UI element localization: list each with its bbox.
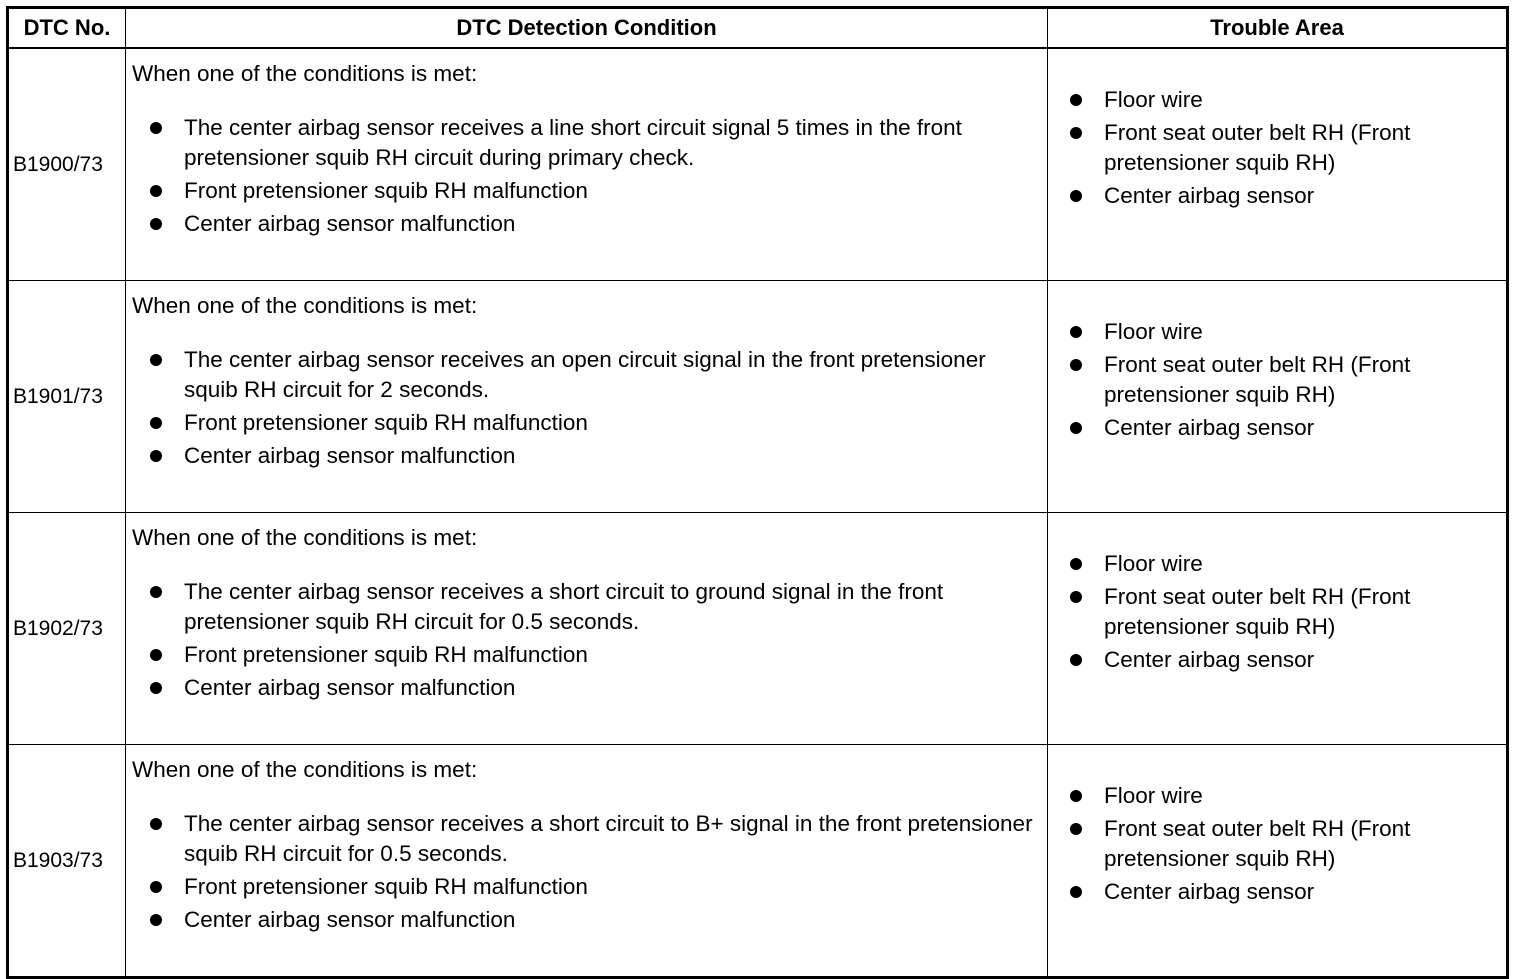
condition-item (132, 640, 1039, 670)
table-row (8, 48, 1508, 281)
trouble-area-text: Center airbag sensor (1104, 183, 1315, 208)
dtc-table-body (8, 48, 1508, 978)
trouble-area-text: Center airbag sensor (1104, 879, 1315, 904)
dtc-table (6, 6, 1509, 979)
trouble-area-text: Front seat outer belt RH (Front pretensioner squib RH) (1104, 816, 1411, 871)
table-row (8, 745, 1508, 978)
condition-list (132, 113, 1039, 239)
table-row (8, 281, 1508, 513)
trouble-area-item (1068, 350, 1498, 410)
condition-intro: When one of the conditions is met: (132, 757, 478, 782)
trouble-area-item (1068, 317, 1498, 347)
trouble-area-text: Center airbag sensor (1104, 647, 1315, 672)
bullet-icon (150, 914, 162, 926)
trouble-area-item (1068, 781, 1498, 811)
trouble-area-item (1068, 645, 1498, 675)
header-row (8, 8, 1508, 49)
trouble-area-text: Floor wire (1104, 319, 1203, 344)
condition-item (132, 872, 1039, 902)
bullet-icon (150, 417, 162, 429)
bullet-icon (1070, 190, 1082, 202)
trouble-area-cell (1048, 48, 1508, 281)
bullet-icon (1070, 127, 1082, 139)
condition-text: The center airbag sensor receives a short circuit to ground signal in the front pretensioner squib RH circuit for 0.5 seconds. (184, 579, 944, 634)
condition-text: Front pretensioner squib RH malfunction (184, 178, 588, 203)
bullet-icon (150, 818, 162, 830)
condition-text: Front pretensioner squib RH malfunction (184, 874, 588, 899)
header-dtc-no: DTC No. (8, 8, 126, 49)
condition-text: Center airbag sensor malfunction (184, 443, 516, 468)
bullet-icon (150, 881, 162, 893)
trouble-area-list (1068, 549, 1498, 675)
detection-condition-cell (126, 513, 1048, 745)
trouble-area-text: Front seat outer belt RH (Front pretensioner squib RH) (1104, 584, 1411, 639)
bullet-icon (1070, 94, 1082, 106)
bullet-icon (1070, 591, 1082, 603)
trouble-area-text: Floor wire (1104, 551, 1203, 576)
trouble-area-cell (1048, 513, 1508, 745)
bullet-icon (150, 586, 162, 598)
trouble-area-item (1068, 413, 1498, 443)
condition-text: Front pretensioner squib RH malfunction (184, 642, 588, 667)
dtc-code: B1903/73 (8, 745, 126, 978)
trouble-area-item (1068, 85, 1498, 115)
detection-condition-cell (126, 281, 1048, 513)
condition-text: Front pretensioner squib RH malfunction (184, 410, 588, 435)
bullet-icon (150, 122, 162, 134)
trouble-area-text: Front seat outer belt RH (Front pretensioner squib RH) (1104, 120, 1411, 175)
bullet-icon (1070, 790, 1082, 802)
condition-item (132, 345, 1039, 405)
trouble-area-cell (1048, 745, 1508, 978)
condition-item (132, 441, 1039, 471)
trouble-area-text: Center airbag sensor (1104, 415, 1315, 440)
bullet-icon (150, 450, 162, 462)
bullet-icon (1070, 359, 1082, 371)
condition-list (132, 577, 1039, 703)
condition-intro: When one of the conditions is met: (132, 293, 478, 318)
condition-text: The center airbag sensor receives a short circuit to B+ signal in the front pretensioner squib RH circuit for 0.5 seconds. (184, 811, 1033, 866)
header-trouble-area: Trouble Area (1048, 8, 1508, 49)
bullet-icon (1070, 558, 1082, 570)
trouble-area-item (1068, 877, 1498, 907)
condition-intro: When one of the conditions is met: (132, 525, 478, 550)
detection-condition-cell (126, 48, 1048, 281)
trouble-area-cell (1048, 281, 1508, 513)
trouble-area-item (1068, 549, 1498, 579)
bullet-icon (150, 185, 162, 197)
dtc-code: B1902/73 (8, 513, 126, 745)
trouble-area-item (1068, 118, 1498, 178)
condition-item (132, 209, 1039, 239)
trouble-area-item (1068, 814, 1498, 874)
bullet-icon (1070, 823, 1082, 835)
bullet-icon (150, 682, 162, 694)
condition-text: The center airbag sensor receives an open circuit signal in the front pretensioner squib RH circuit for 2 seconds. (184, 347, 986, 402)
bullet-icon (150, 649, 162, 661)
trouble-area-list (1068, 317, 1498, 443)
condition-text: The center airbag sensor receives a line short circuit signal 5 times in the front pretensioner squib RH circuit during primary check. (184, 115, 962, 170)
trouble-area-list (1068, 85, 1498, 211)
condition-text: Center airbag sensor malfunction (184, 675, 516, 700)
bullet-icon (1070, 654, 1082, 666)
trouble-area-text: Floor wire (1104, 87, 1203, 112)
trouble-area-text: Front seat outer belt RH (Front pretensioner squib RH) (1104, 352, 1411, 407)
table-row (8, 513, 1508, 745)
bullet-icon (150, 354, 162, 366)
dtc-code: B1901/73 (8, 281, 126, 513)
condition-item (132, 673, 1039, 703)
header-condition: DTC Detection Condition (126, 8, 1048, 49)
detection-condition-cell (126, 745, 1048, 978)
bullet-icon (150, 218, 162, 230)
condition-item (132, 809, 1039, 869)
condition-text: Center airbag sensor malfunction (184, 211, 516, 236)
trouble-area-item (1068, 181, 1498, 211)
dtc-code: B1900/73 (8, 48, 126, 281)
condition-intro: When one of the conditions is met: (132, 61, 478, 86)
bullet-icon (1070, 326, 1082, 338)
trouble-area-text: Floor wire (1104, 783, 1203, 808)
condition-item (132, 113, 1039, 173)
trouble-area-item (1068, 582, 1498, 642)
condition-item (132, 905, 1039, 935)
bullet-icon (1070, 886, 1082, 898)
condition-text: Center airbag sensor malfunction (184, 907, 516, 932)
condition-item (132, 408, 1039, 438)
condition-item (132, 176, 1039, 206)
trouble-area-list (1068, 781, 1498, 907)
bullet-icon (1070, 422, 1082, 434)
condition-item (132, 577, 1039, 637)
condition-list (132, 345, 1039, 471)
